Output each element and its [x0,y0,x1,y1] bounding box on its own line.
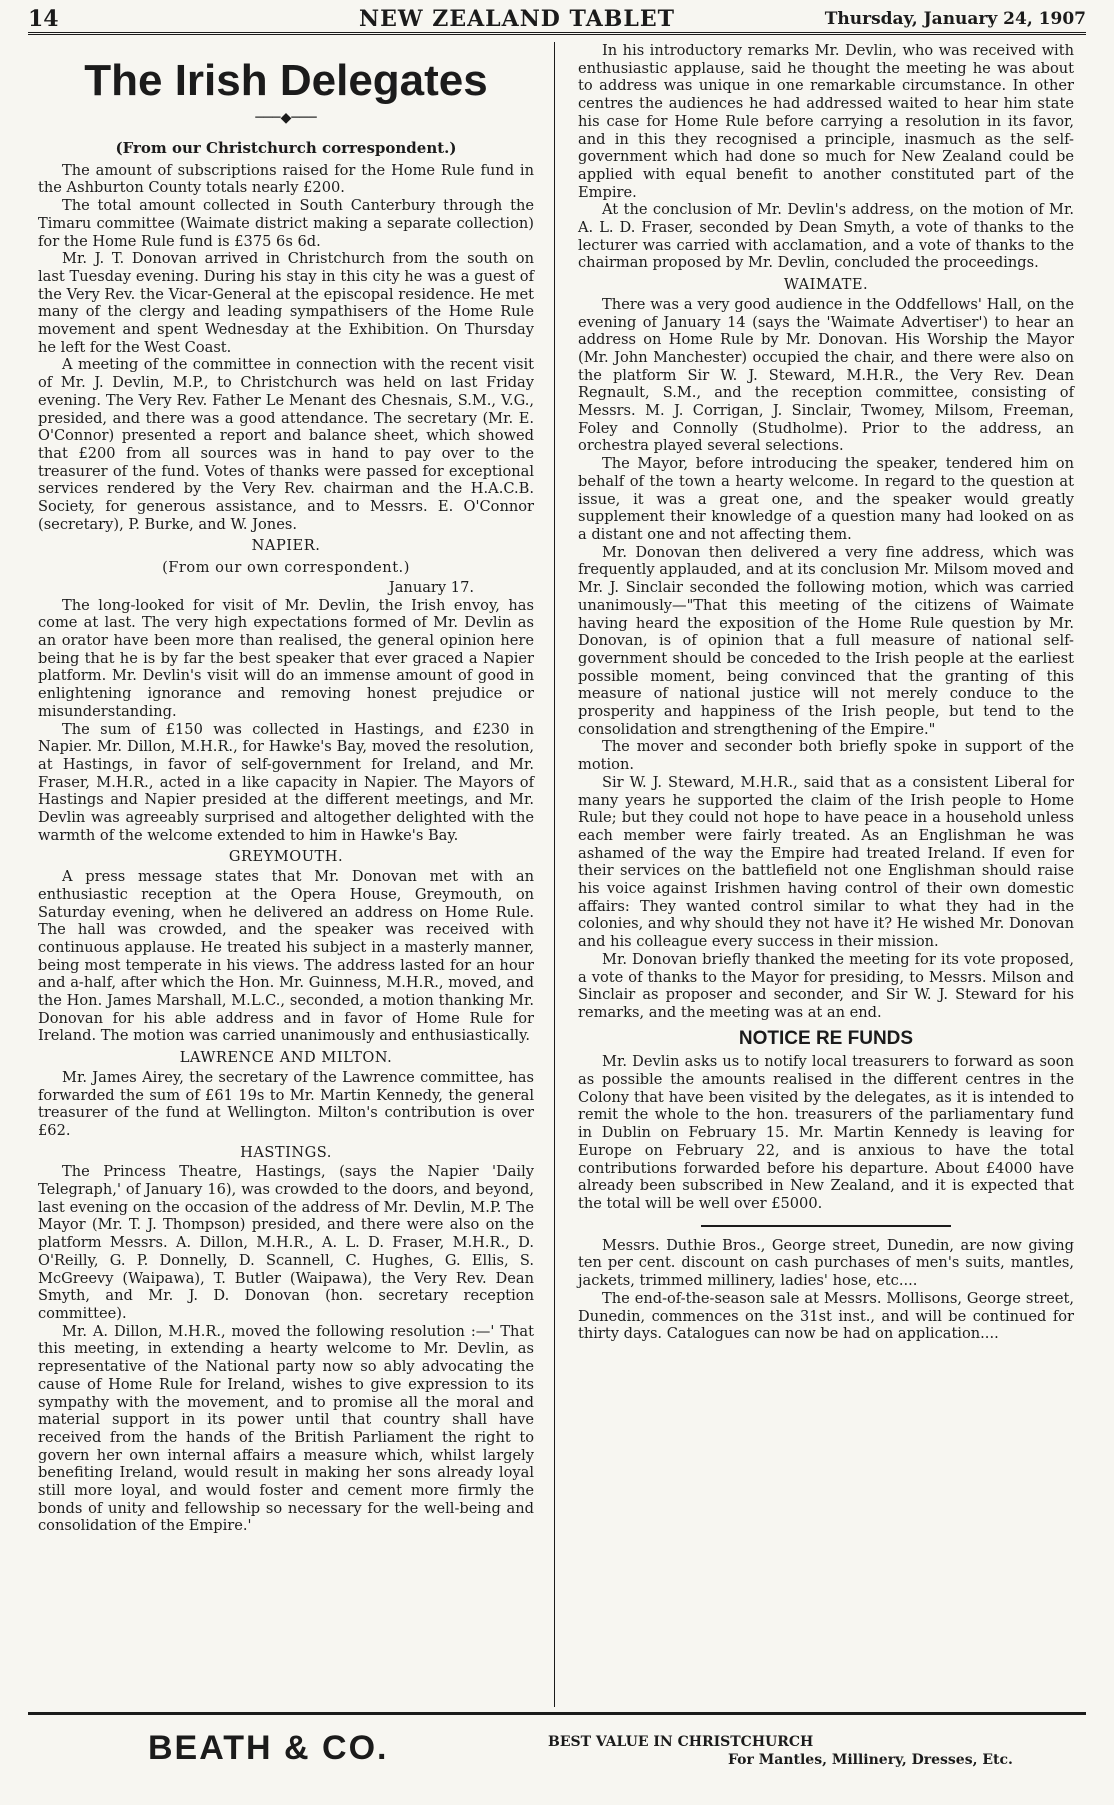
advertisement-bar [28,1712,1086,1803]
paragraph: Mr. J. T. Donovan arrived in Christchurch from the south on last Tuesday evening. During his stay in this city he was a guest of the Very Rev. the Vicar-General at the episcopal residence. He met many of the clergy and leading sympathisers of the Home Rule movement and spent Wednesday at the Exhibition. On Thursday he left for the West Coast. [38,250,534,356]
headline-ornament: ───◆─── [255,110,317,126]
classified-item: The end-of-the-season sale at Messrs. Mollisons, George street, Dunedin, commences on the 31st inst., and will be continued for thirty days. Catalogues can now be had on application.... [578,1289,1074,1343]
ad-tagline-line1: BEST VALUE IN CHRISTCHURCH [548,1734,814,1750]
paragraph: A meeting of the committee in connection with the recent visit of Mr. J. Devlin, M.P., to Christchurch was held on last Friday evening. The Very Rev. Father Le Menant des Chesnais, S.M., V.G., presided, and there was a good attendance. The secretary (Mr. E. O'Connor) presented a report and balance sheet, which showed that £200 from all sources was in hand to pay over to the treasurer of the fund. Votes of thanks were passed for exceptional services rendered by the Very Rev. chairman and the H.A.C.B. Society, for generous assistance, and to Messrs. E. O'Connor (secretary), P. Burke, and W. Jones. [38,356,534,533]
ad-brand: BEATH & CO. [148,1729,389,1767]
paragraph: Sir W. J. Steward, M.H.R., said that as a consistent Liberal for many years he supported the claim of the Irish people to Home Rule; but they could not hope to have peace in a household unless each member were fairly treated. As an Englishman he was ashamed of the way the Empire had treated Ireland. If even for their services on the battlefield not one Englishman should raise his voice against Irishmen having control of their own domestic affairs: They wanted control similar to what they had in the colonies, and why should they not have it? He wished Mr. Donovan and his colleague every success in their mission. [578,773,1074,951]
section-heading-hastings: HASTINGS. [240,1143,332,1161]
section-heading-napier: NAPIER. [251,537,321,555]
paragraph: The long-looked for visit of Mr. Devlin, the Irish envoy, has come at last. The very high expectations formed of Mr. Devlin as an orator have been more than realised, the general opinion here being that he is by far the best speaker that ever graced a Napier platform. Mr. Devlin's visit will do an immense amount of good in enlightening ignorance and removing honest prejudice or misunderstanding. [38,596,534,720]
paragraph: In his introductory remarks Mr. Devlin, who was received with enthusiastic applause, said he thought the meeting he was about to address was unique in one remarkable circumstance. In other centres the audiences he had addressed waited to hear him state his case for Home Rule before carrying a resolution in its favor, and in this they recognised a principle, inasmuch as the self-government which had done so much for New Zealand could be applied with equal benefit to another constituted part of the Empire. [578,42,1074,201]
paper-name: NEW ZEALAND TABLET [359,6,675,32]
left-column [38,42,534,1535]
section-byline-napier: (From our own correspondent.) [162,559,410,577]
masthead [28,6,1086,35]
right-column [578,42,1074,1343]
classified-item: Messrs. Duthie Bros., George street, Dunedin, are now giving ten per cent. discount on cash purchases of men's suits, mantles, jackets, trimmed millinery, ladies' hose, etc.... [578,1236,1074,1290]
section-heading-waimate: WAIMATE. [783,276,869,294]
paragraph: Mr. James Airey, the secretary of the Lawrence committee, has forwarded the sum of £61 19s to Mr. Martin Kennedy, the general treasurer of the fund at Wellington. Milton's contribution is over £62. [38,1068,534,1139]
ad-tagline-line2: For Mantles, Millinery, Dresses, Etc. [728,1752,1013,1768]
section-heading-greymouth: GREYMOUTH. [228,848,344,866]
paragraph: The mover and seconder both briefly spoke in support of the motion. [578,738,1074,774]
page-number: 14 [28,6,59,32]
notice-heading: NOTICE RE FUNDS [738,1027,914,1049]
dateline: January 17. [388,578,474,596]
section-heading-lawrence: LAWRENCE AND MILTON. [179,1049,393,1067]
paragraph: Mr. Donovan briefly thanked the meeting for its vote proposed, a vote of thanks to the Mayor for presiding, to Messrs. Milson and Sinclair as proposer and seconder, and Sir W. J. Steward for his remarks, and the meeting was at an end. [578,950,1074,1021]
column-divider [554,42,555,1707]
paragraph: The Princess Theatre, Hastings, (says the Napier 'Daily Telegraph,' of January 16), was crowded to the doors, and beyond, last evening on the occasion of the address of Mr. Devlin, M.P. The Mayor (Mr. T. J. Thompson) presided, and there were also on the platform Messrs. A. Dillon, M.H.R., A. L. D. Fraser, M.H.R., D. O'Reilly, G. P. Donnelly, D. Scannell, C. Hughes, G. Ellis, S. McGreevy (Waipawa), T. Butler (Waipawa), the Very Rev. Dean Smyth, and Mr. J. D. Donovan (hon. secretary reception committee). [38,1163,534,1322]
issue-date: Thursday, January 24, 1907 [824,9,1086,29]
paragraph: The total amount collected in South Canterbury through the Timaru committee (Waimate district making a separate collection) for the Home Rule fund is £375 6s 6d. [38,197,534,250]
paragraph: The sum of £150 was collected in Hastings, and £230 in Napier. Mr. Dillon, M.H.R., for Hawke's Bay, moved the resolution, at Hastings, in favor of self-government for Ireland, and Mr. Fraser, M.H.R., acted in a like capacity in Napier. The Mayors of Hastings and Napier presided at the different meetings, and Mr. Devlin was agreeably surprised and altogether delighted with the warmth of the welcome extended to him in Hawke's Bay. [38,720,534,844]
headline: The Irish Delegates [84,56,488,105]
section-rule [701,1225,951,1227]
paragraph: The amount of subscriptions raised for the Home Rule fund in the Ashburton County totals nearly £200. [38,161,534,197]
paragraph: The Mayor, before introducing the speaker, tendered him on behalf of the town a hearty welcome. In regard to the question at issue, it was a great one, and the speaker would greatly supplement their knowledge of a question many had looked on as a distant one and not affecting them. [578,455,1074,543]
paragraph: At the conclusion of Mr. Devlin's address, on the motion of Mr. A. L. D. Fraser, seconded by Dean Smyth, a vote of thanks to the lecturer was carried with acclamation, and a vote of thanks to the chairman proposed by Mr. Devlin, concluded the proceedings. [578,201,1074,272]
paragraph: Mr. Devlin asks us to notify local treasurers to forward as soon as possible the amounts realised in the different centres in the Colony that have been visited by the delegates, as it is intended to remit the whole to the hon. treasurers of the parliamentary fund in Dublin on February 15. Mr. Martin Kennedy is leaving for Europe on February 22, and is anxious to have the total contributions forwarded before his departure. About £4000 have already been subscribed in New Zealand, and it is expected that the total will be well over £5000. [578,1053,1074,1212]
byline: (From our Christchurch correspondent.) [115,139,457,157]
paragraph: There was a very good audience in the Oddfellows' Hall, on the evening of January 14 (says the 'Waimate Advertiser') to hear an address on Home Rule by Mr. Donovan. His Worship the Mayor (Mr. John Manchester) occupied the chair, and there were also on the platform Sir W. J. Steward, M.H.R., the Very Rev. Dean Regnault, S.M., and the reception committee, consisting of Messrs. M. J. Corrigan, J. Sinclair, Twomey, Milsom, Freeman, Foley and Connolly (Studholme). Prior to the address, an orchestra played several selections. [578,295,1074,455]
paragraph: A press message states that Mr. Donovan met with an enthusiastic reception at the Opera House, Greymouth, on Saturday evening, when he delivered an address on Home Rule. The hall was crowded, and the speaker was received with continuous applause. He treated his subject in a masterly manner, being most temperate in his views. The address lasted for an hour and a-half, after which the Hon. Mr. Guinness, M.H.R., moved, and the Hon. James Marshall, M.L.C., seconded, a motion thanking Mr. Donovan for his able address and in favor of Home Rule for Ireland. The motion was carried unanimously and enthusiastically. [38,868,534,1045]
paragraph: Mr. A. Dillon, M.H.R., moved the following resolution :—' That this meeting, in extending a hearty welcome to Mr. Devlin, as representative of the National party now so ably advocating the cause of Home Rule for Ireland, wishes to give expression to its sympathy with the movement, and to promise all the moral and material support in its power until that country shall have received from the hands of the British Parliament the right to govern her own internal affairs a measure which, whilst largely benefiting Ireland, would result in making her sons already loyal still more loyal, and would foster and cement more firmly the bonds of unity and fellowship so necessary for the well-being and consolidation of the Empire.' [38,1322,534,1535]
paragraph: Mr. Donovan then delivered a very fine address, which was frequently applauded, and at its conclusion Mr. Milsom moved and Mr. J. Sinclair seconded the following motion, which was carried unanimously—"That this meeting of the citizens of Waimate having heard the exposition of the Home Rule question by Mr. Donovan, is of opinion that a full measure of national self-government should be conceded to the Irish people at the earliest possible moment, being convinced that the granting of this measure of national justice will not merely conduce to the prosperity and happiness of the Irish people, but tend to the consolidation and strengthening of the Empire." [578,543,1074,738]
ad-tagline [548,1733,1013,1769]
